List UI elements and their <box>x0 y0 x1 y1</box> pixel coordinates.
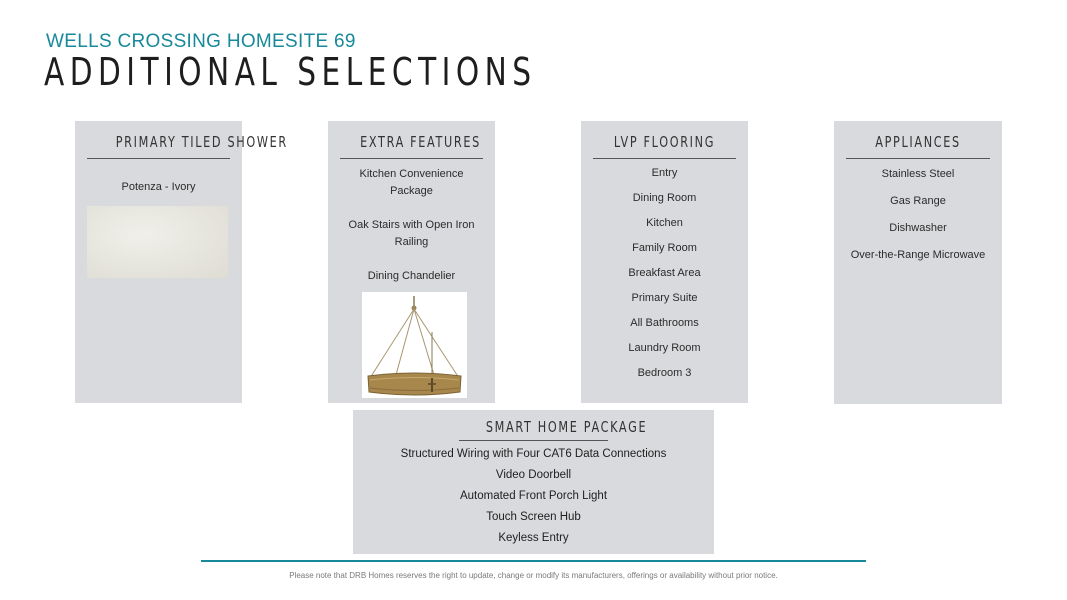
list-item: Family Room <box>632 242 697 254</box>
list-item: Potenza - Ivory <box>121 181 196 193</box>
homesite-subtitle: WELLS CROSSING HOMESITE 69 <box>46 31 356 52</box>
list-item: Automated Front Porch Light <box>459 490 608 502</box>
card-primary-tiled-shower <box>75 121 288 403</box>
list-item: Over-the-Range Microwave <box>850 249 986 261</box>
list-item: Gas Range <box>890 195 946 207</box>
list-item: Dining Chandelier <box>367 270 456 282</box>
list-item: Stainless Steel <box>881 168 955 180</box>
list-item: Video Doorbell <box>495 469 572 481</box>
list-item: Breakfast Area <box>628 267 701 279</box>
card-appliances <box>834 121 1002 404</box>
card-title: APPLIANCES <box>846 133 990 159</box>
page-title: ADDITIONAL SELECTIONS <box>44 50 537 94</box>
tile-swatch-image <box>87 206 228 278</box>
list-item: All Bathrooms <box>630 317 699 329</box>
card-title: PRIMARY TILED SHOWER <box>87 133 230 159</box>
list-item: Bedroom 3 <box>637 367 692 379</box>
card-title: EXTRA FEATURES <box>340 133 483 159</box>
list-item: Dining Room <box>632 192 697 204</box>
card-lvp-flooring <box>581 121 748 403</box>
card-extra-features <box>328 121 495 403</box>
chandelier-image <box>362 292 467 398</box>
list-item: Oak Stairs with Open Iron Railing <box>348 219 475 248</box>
card-smart-home-package <box>353 410 714 554</box>
list-item: Kitchen <box>646 217 683 229</box>
list-item: Primary Suite <box>631 292 698 304</box>
disclaimer-note: Please note that DRB Homes reserves the right to update, change or modify its manufacturers, offerings or availability without prior notice. <box>289 571 778 580</box>
list-item: Touch Screen Hub <box>486 511 581 523</box>
list-item: Keyless Entry <box>498 532 569 544</box>
card-title: LVP FLOORING <box>593 133 736 159</box>
list-item: Structured Wiring with Four CAT6 Data Connections <box>400 448 667 460</box>
list-item: Laundry Room <box>628 342 701 354</box>
list-item: Dishwasher <box>889 222 947 234</box>
card-title: SMART HOME PACKAGE <box>459 418 608 441</box>
list-item: Kitchen Convenience Package <box>359 168 464 197</box>
list-item: Entry <box>651 167 678 179</box>
footer-divider <box>201 560 866 562</box>
